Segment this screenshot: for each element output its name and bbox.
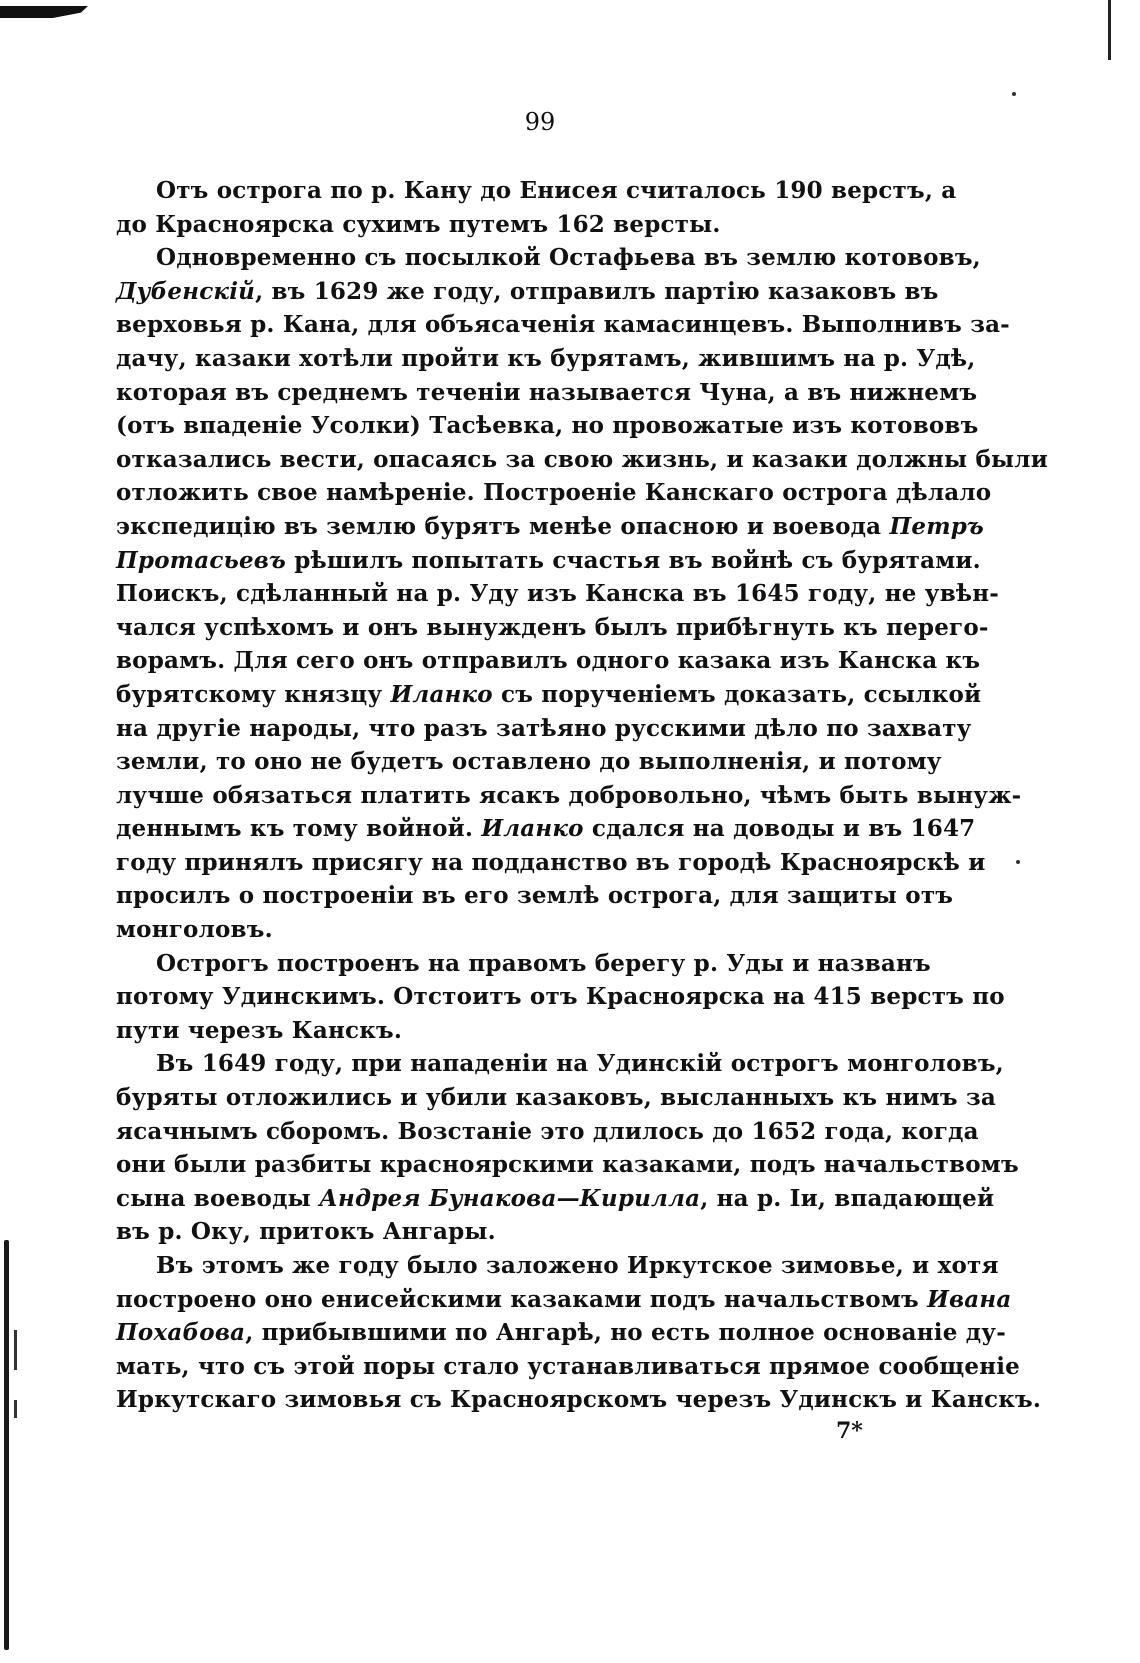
- text-line: Въ этомъ же году было заложено Иркутское зимовье, и хотя: [156, 1252, 999, 1279]
- paragraph: [116, 1249, 1042, 1417]
- text-line: Дубенскій, въ 1629 же году, отправилъ партію казаковъ въ: [116, 277, 939, 305]
- text-line: дачу, казаки хотѣли пройти къ бурятамъ, жившимъ на р. Удѣ,: [116, 344, 976, 372]
- text-line: монголовъ.: [116, 916, 273, 944]
- paragraph: [116, 241, 1048, 946]
- text-line: верховья р. Кана, для объясаченія камасинцевъ. Выполнивъ за-: [116, 311, 1010, 339]
- text-line: отложить свое намѣреніе. Построеніе Канскаго острога дѣлало: [116, 479, 992, 507]
- body-text: [116, 174, 1048, 1417]
- text-line: ясачнымъ сборомъ. Возстаніе это длилось до 1652 года, когда: [116, 1117, 979, 1145]
- text-line: экспедицію въ землю бурятъ менѣе опасною и воевода Петръ: [116, 512, 984, 540]
- text-line: въ р. Оку, притокъ Ангары.: [116, 1218, 496, 1246]
- text-line: лучше обязаться платить ясакъ добровольно, чѣмъ быть вынуж-: [116, 781, 1022, 809]
- paragraph: [116, 1047, 1019, 1249]
- text-line: году принялъ присягу на подданство въ городѣ Красноярскѣ и: [116, 848, 986, 876]
- text-line: буряты отложились и убили казаковъ, высланныхъ къ нимъ за: [116, 1084, 996, 1112]
- text-line: земли, то оно не будетъ оставлено до выполненія, и потому: [116, 748, 942, 776]
- text-line: построено оно енисейскими казаками подъ начальствомъ Ивана: [116, 1285, 1012, 1313]
- text-line: на другіе народы, что разъ затѣяно русскими дѣло по захвату: [116, 714, 972, 742]
- text-line: Протасьевъ рѣшилъ попытать счастья въ войнѣ съ бурятами.: [116, 546, 981, 574]
- signature-mark: 7*: [836, 1418, 863, 1444]
- text-line: до Красноярска сухимъ путемъ 162 версты.: [116, 210, 721, 238]
- text-line: они были разбиты красноярскими казаками, подъ начальствомъ: [116, 1151, 1019, 1179]
- paragraph: [116, 947, 1005, 1048]
- text-line: которая въ среднемъ теченіи называется Чуна, а въ нижнемъ: [116, 378, 978, 406]
- text-line: потому Удинскимъ. Отстоитъ отъ Красноярска на 415 верстъ по: [116, 983, 1005, 1011]
- scan-speck: [1012, 92, 1016, 96]
- text-line: мать, что съ этой поры стало устанавливаться прямое сообщеніе: [116, 1352, 1021, 1380]
- text-line: Похабова, прибывшими по Ангарѣ, но есть полное основаніе ду-: [116, 1319, 1006, 1347]
- text-line: Въ 1649 году, при нападеніи на Удинскій острогъ монголовъ,: [156, 1050, 1004, 1078]
- text-line: Иркутскаго зимовья съ Красноярскомъ черезъ Удинскъ и Канскъ.: [116, 1386, 1042, 1414]
- scan-left-edge: [4, 1240, 9, 1650]
- paragraph: [116, 174, 957, 241]
- text-line: Отъ острога по р. Кану до Енисея считалось 190 верстъ, а: [156, 177, 957, 204]
- scan-corner-mark: [0, 6, 88, 18]
- text-line: Одновременно съ посылкой Остафьева въ землю котововъ,: [156, 244, 981, 272]
- scan-edge-rule: [1108, 0, 1111, 60]
- scan-speck: [1016, 860, 1020, 864]
- text-line: чался успѣхомъ и онъ вынужденъ былъ прибѣгнуть къ перего-: [116, 613, 989, 641]
- text-line: ворамъ. Для сего онъ отправилъ одного казака изъ Канска къ: [116, 647, 981, 675]
- text-line: отказались вести, опасаясь за свою жизнь, и казаки должны были: [116, 445, 1048, 473]
- text-line: Поискъ, сдѣланный на р. Уду изъ Канска въ 1645 году, не увѣн-: [116, 580, 1000, 608]
- scan-edge-tick: [14, 1400, 17, 1418]
- text-line: сына воеводы Андрея Бунакова—Кирилла, на р. Іи, впадающей: [116, 1184, 995, 1212]
- text-line: (отъ впаденіе Усолки) Тасѣевка, но провожатые изъ котововъ: [116, 412, 979, 440]
- text-line: пути черезъ Канскъ.: [116, 1016, 403, 1044]
- text-line: бурятскому князцу Иланко съ порученіемъ доказать, ссылкой: [116, 680, 982, 708]
- text-line: Острогъ построенъ на правомъ берегу р. Уды и названъ: [156, 949, 931, 977]
- page-number: 99: [524, 108, 556, 136]
- scan-edge-tick: [14, 1330, 17, 1370]
- text-line: просилъ о построеніи въ его землѣ острога, для защиты отъ: [116, 882, 954, 910]
- text-line: деннымъ къ тому войной. Иланко сдался на доводы и въ 1647: [116, 815, 976, 843]
